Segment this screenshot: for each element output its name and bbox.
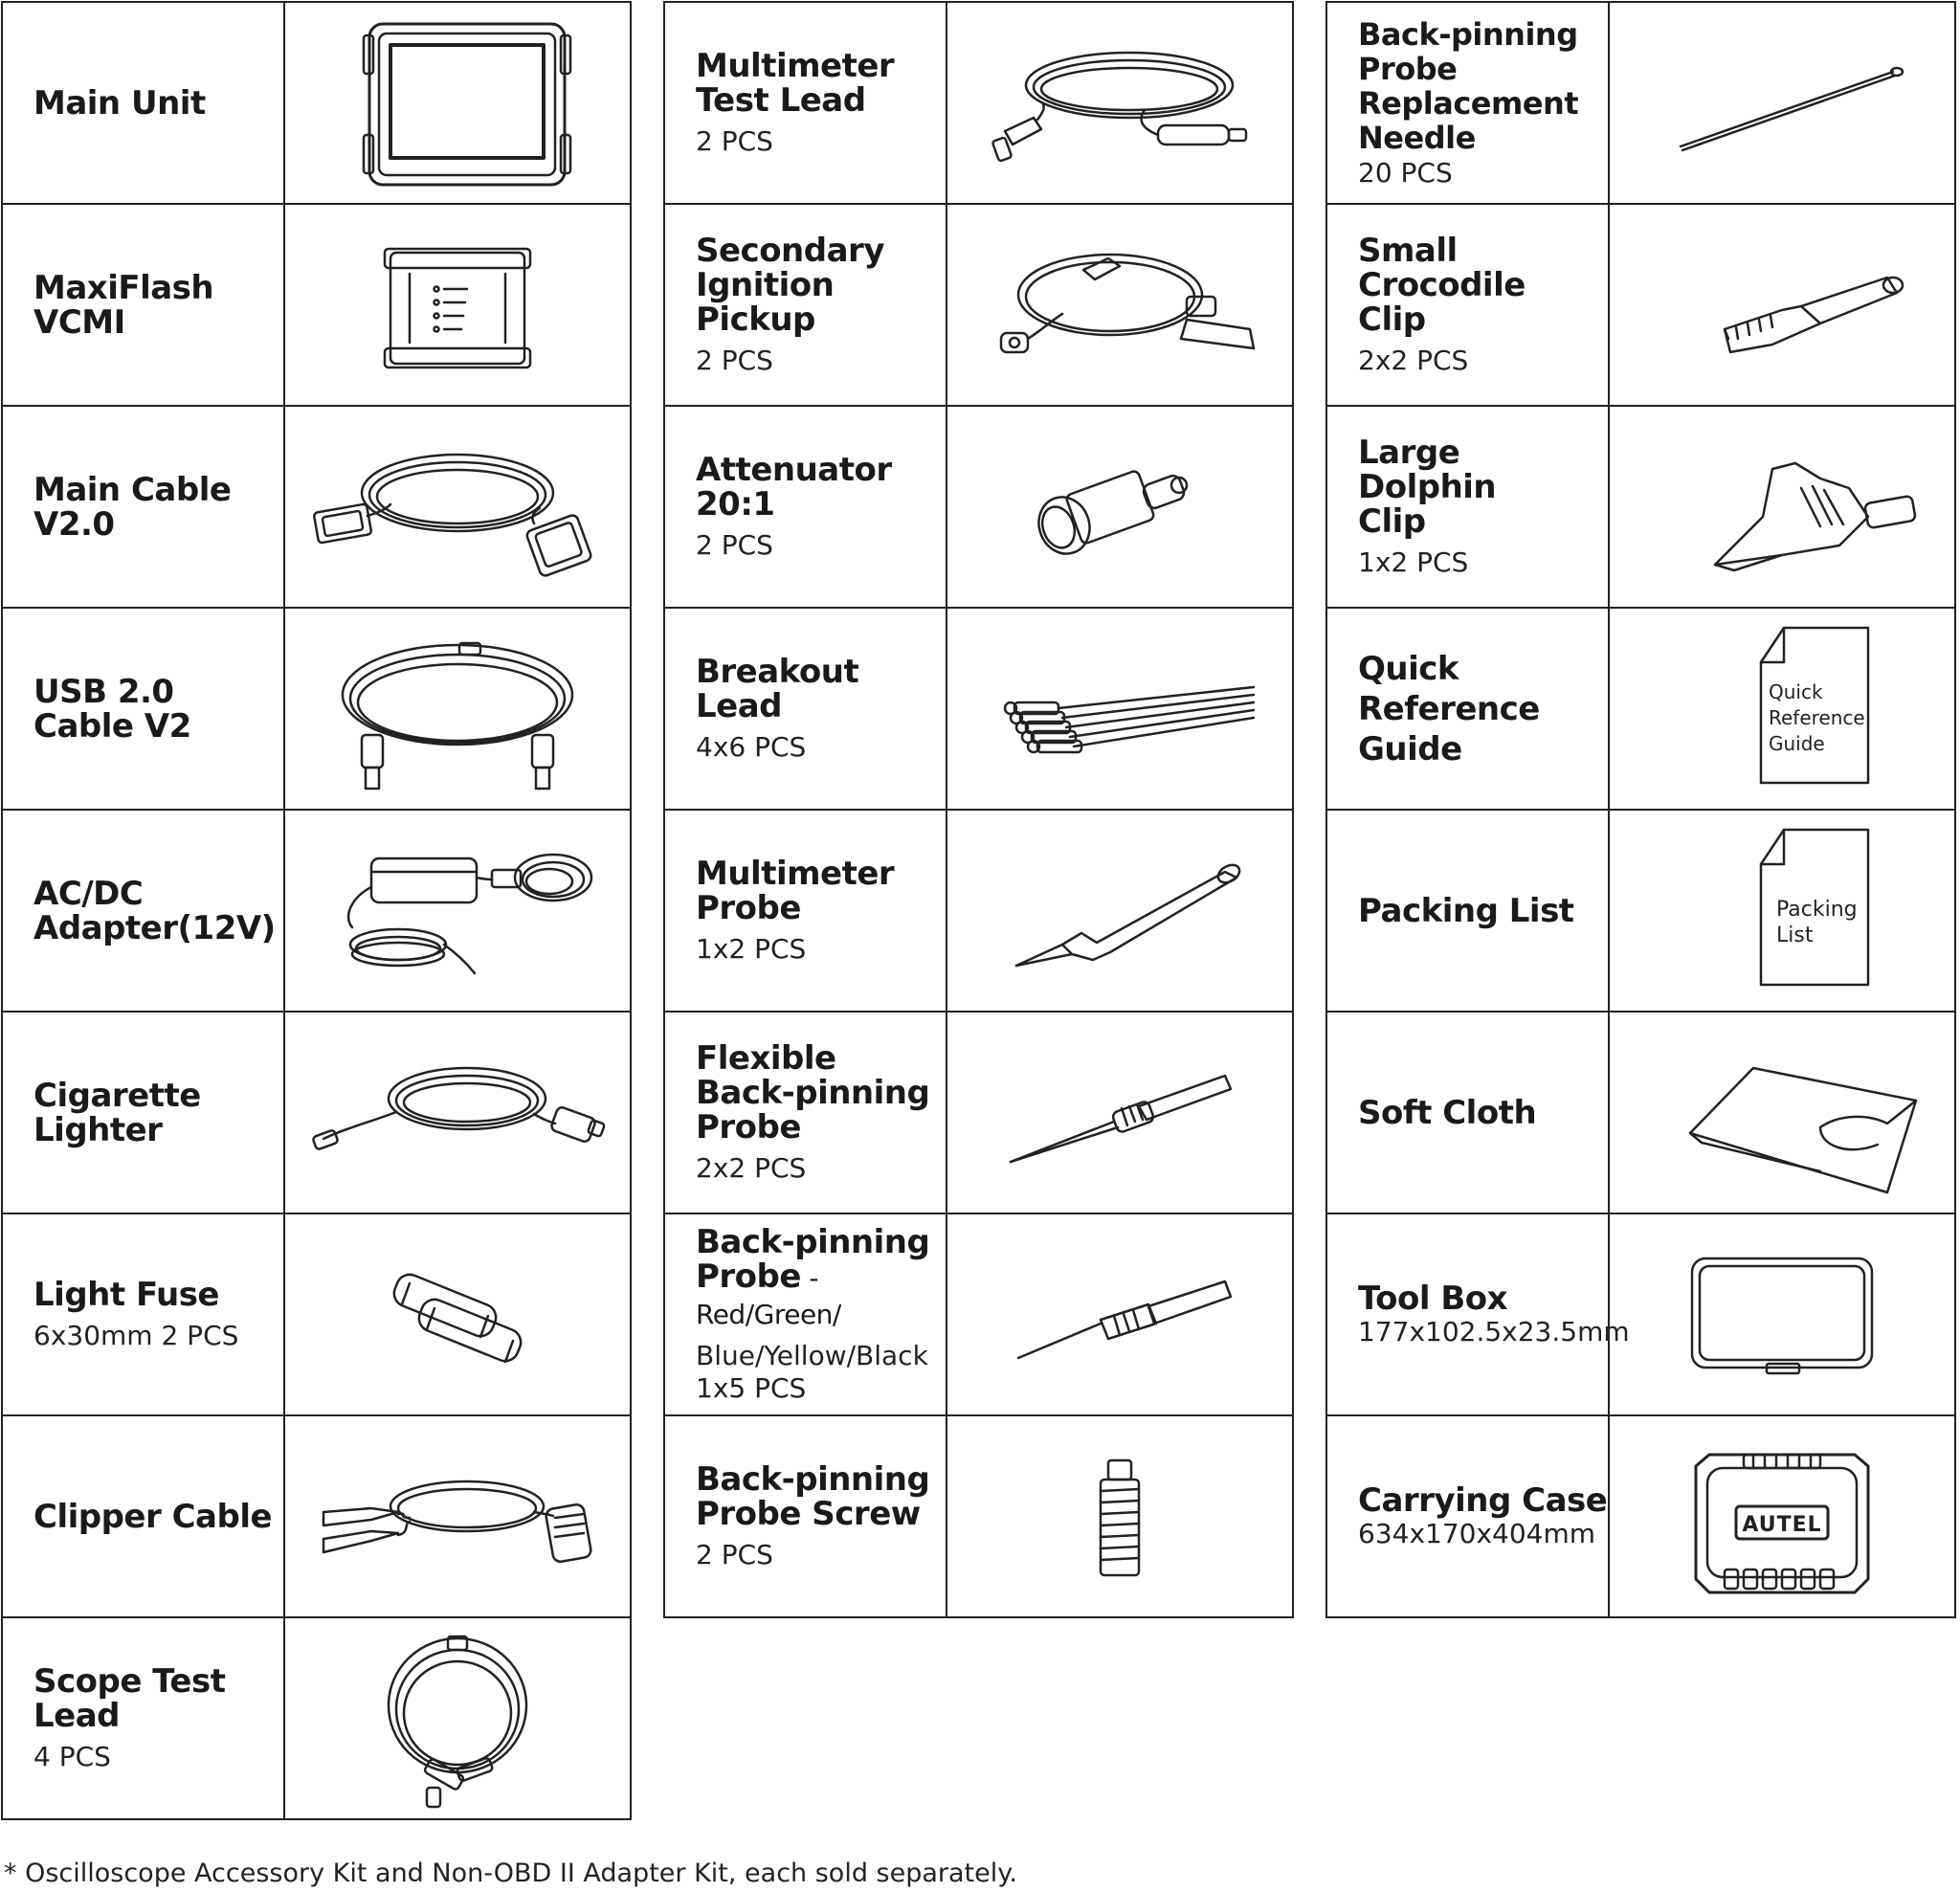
item-name: USB 2.0 Cable V2 [33,672,191,746]
item-name: Attenuator 20:1 [696,450,892,523]
item-quantity: 2 PCS [696,1538,773,1570]
usb-cable-icon [314,618,601,800]
item-picture [285,609,632,809]
item-name: Main Cable V2.0 [33,470,232,544]
item-picture [947,407,1294,607]
item-picture [1610,3,1956,203]
item-quantity: 2x2 PCS [696,1151,807,1184]
item-picture [1610,1214,1956,1414]
item-quantity: 20 PCS [1358,156,1453,189]
list-item [665,407,1294,609]
list-item [665,1416,1294,1618]
item-name: Back-pinning Probe Screw [696,1459,930,1533]
flexible-probe-icon [967,1022,1273,1204]
tablet-icon [314,12,601,194]
item-name: Scope Test Lead [33,1661,226,1735]
item-picture [947,1214,1294,1414]
list-item [3,1214,632,1416]
item-name-main: Back-pinning Probe [696,1222,930,1296]
list-item [3,811,632,1013]
crocodile-clip-icon [1629,214,1935,396]
scope-lead-icon [314,1623,601,1814]
list-item [665,811,1294,1013]
item-picture [1610,407,1956,607]
item-picture [947,1416,1294,1616]
item-picture [1610,811,1956,1011]
item-label [665,1416,947,1616]
item-picture [1610,609,1956,809]
item-label [1327,1013,1610,1213]
item-quantity: 6x30mm 2 PCS [33,1319,239,1351]
item-picture [285,811,632,1011]
doc-text-line: Packing [1776,897,1858,922]
test-lead-icon [967,12,1273,194]
item-name: Flexible Back-pinning Probe [696,1038,930,1146]
item-label [1327,205,1610,405]
item-label [665,1214,947,1414]
item-picture [1610,205,1956,405]
item-label [3,407,285,607]
item-quantity: 1x2 PCS [1358,545,1469,578]
item-label [1327,811,1610,1011]
item-picture [947,811,1294,1011]
item-name: Light Fuse [33,1275,219,1314]
item-name: Large Dolphin Clip [1358,433,1497,541]
list-item [665,3,1294,205]
list-item [665,205,1294,407]
document-icon [1638,820,1926,1002]
item-picture [285,3,632,203]
brand-logo-text: AUTEL [1742,1512,1822,1537]
item-quantity: 4x6 PCS [696,730,807,763]
cigarette-lighter-cable-icon [304,1022,611,1204]
ignition-pickup-icon [967,214,1273,396]
clipper-cable-icon [304,1426,611,1608]
dolphin-clip-icon [1629,412,1935,603]
item-name: Main Unit [33,83,206,122]
item-name: Cigarette Lighter [33,1076,201,1149]
item-picture [947,609,1294,809]
item-label [3,3,285,203]
item-picture [947,3,1294,203]
item-picture [285,1416,632,1616]
carrying-case-icon [1638,1426,1926,1608]
item-label [3,1013,285,1213]
item-name: Clipper Cable [33,1497,273,1536]
item-name: Breakout Lead [696,652,859,725]
item-label [3,1416,285,1616]
item-label [1327,3,1610,203]
obd-cable-icon [304,416,611,598]
item-quantity: 2x2 PCS [1358,344,1469,376]
item-quantity: 1x2 PCS [696,932,807,965]
doc-text-line: Reference [1769,705,1865,729]
list-item [3,407,632,609]
item-name: Packing List [1358,891,1574,930]
list-item [665,1214,1294,1416]
backpin-probe-icon [967,1224,1273,1406]
needle-icon [1629,12,1935,194]
item-picture [285,1618,632,1818]
item-label [1327,1214,1630,1414]
item-name: Soft Cloth [1358,1093,1537,1132]
toolbox-icon [1638,1224,1926,1406]
item-name: AC/DC Adapter(12V) [33,874,276,947]
doc-text-line: Guide [1769,731,1825,755]
item-quantity: 2 PCS [696,344,773,376]
list-item [1327,407,1956,609]
item-label [665,1013,947,1213]
item-picture [285,407,632,607]
item-name: Multimeter Test Lead [696,46,895,120]
item-label [3,205,285,405]
list-item [3,609,632,811]
item-name: Small Crocodile Clip [1358,231,1526,339]
list-item [3,1416,632,1618]
item-picture [1610,1013,1956,1213]
breakout-lead-icon [967,618,1273,800]
column-3 [1325,1,1956,1618]
item-name: Multimeter Probe [696,854,895,927]
item-quantity: Blue/Yellow/Black 1x5 PCS [696,1339,928,1404]
item-name: Secondary Ignition Pickup [696,231,884,339]
item-label [665,3,947,203]
item-label [665,407,947,607]
item-picture [285,1214,632,1414]
document-icon [1638,618,1926,800]
item-name-suffix: - Red/Green/ [696,1261,841,1330]
item-label [1327,407,1610,607]
item-name [696,1222,946,1332]
item-name: Carrying Case [1358,1480,1608,1520]
item-label [1327,609,1610,809]
item-quantity: 2 PCS [696,124,773,157]
item-name: Back-pinning Probe Replacement Needle [1358,15,1579,156]
list-item [3,205,632,407]
list-item [1327,609,1956,811]
item-quantity: 177x102.5x23.5mm [1358,1315,1630,1347]
list-item [665,1013,1294,1214]
item-label [1327,1416,1610,1616]
cloth-icon [1629,1022,1935,1204]
fuse-icon [314,1224,601,1406]
vci-box-icon [314,214,601,396]
list-item [1327,1214,1956,1416]
item-picture [947,1013,1294,1213]
doc-text-line: List [1776,923,1814,947]
attenuator-icon [976,416,1263,598]
item-label [3,1618,285,1818]
list-item [665,609,1294,811]
probe-screw-icon [976,1426,1263,1608]
list-item [1327,1013,1956,1214]
power-adapter-icon [304,820,611,1002]
item-label [3,811,285,1011]
list-item [1327,811,1956,1013]
list-item [3,3,632,205]
item-picture [947,205,1294,405]
item-quantity: 634x170x404mm [1358,1517,1596,1549]
item-quantity: 4 PCS [33,1740,111,1772]
item-quantity: 2 PCS [696,528,773,561]
footnote: * Oscilloscope Accessory Kit and Non-OBD II Adapter Kit, each sold separately. [4,1859,1017,1888]
list-item [1327,205,1956,407]
item-label [665,205,947,405]
list-item [1327,1416,1956,1618]
item-label [665,811,947,1011]
list-item [3,1618,632,1820]
item-picture [285,205,632,405]
multimeter-probe-icon [967,820,1273,1002]
list-item [1327,3,1956,205]
item-picture [285,1013,632,1213]
list-item [3,1013,632,1214]
item-name: Quick Reference Guide [1358,649,1540,768]
doc-text-line: Quick [1769,679,1823,703]
item-name: MaxiFlash VCMI [33,268,214,342]
item-picture [1610,1416,1956,1616]
item-label [665,609,947,809]
column-2 [663,1,1294,1618]
item-label [3,609,285,809]
item-name: Tool Box [1358,1279,1508,1318]
column-1 [1,1,632,1820]
item-label [3,1214,285,1414]
